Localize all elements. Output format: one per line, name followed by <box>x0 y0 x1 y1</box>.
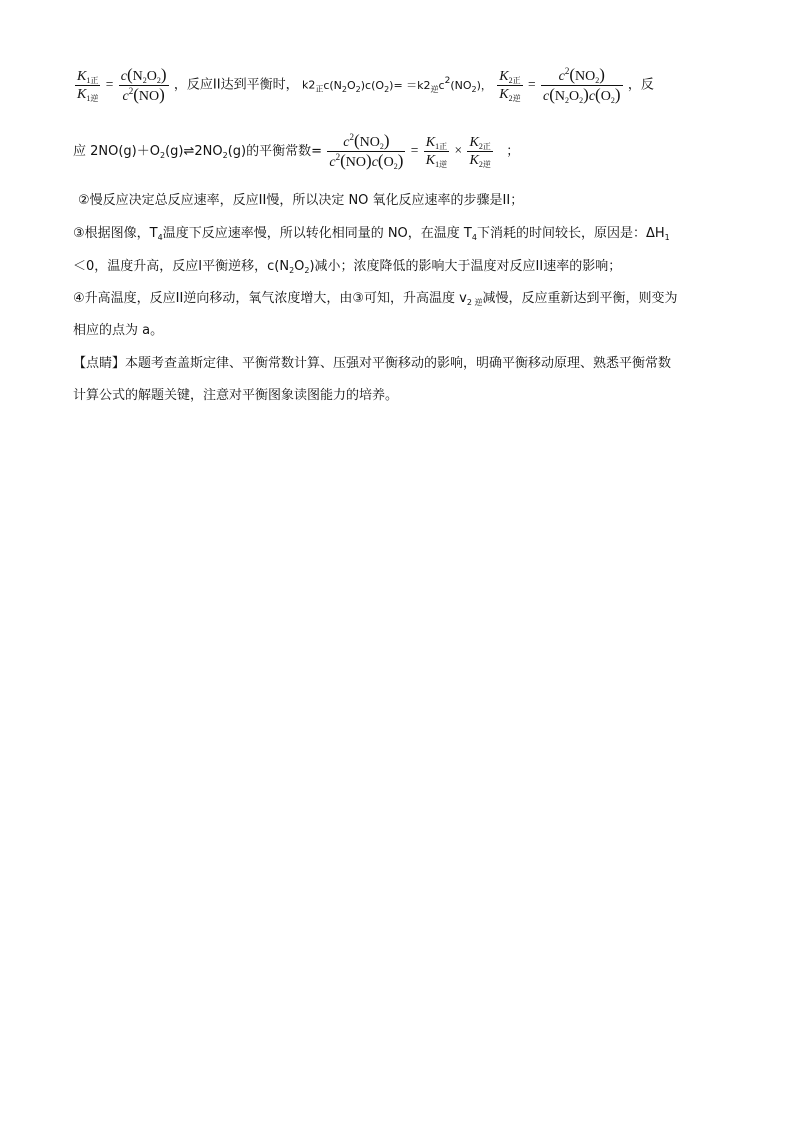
formula-line-1: $\frac{K_{1正}}{K_{1逆}}$ = $\frac{c(N_2O_2)}{c^2(NO)}$ ，反应II达到平衡时， $k2_正c(N_2O_2)c(O_2)= =k2_逆c^2(NO_2)$， $\frac{K_{2正}}{K_{2逆}}$ = $\frac{c^2(NO_2)}{c(N_2O_2)c(O_2)}$ ，反 <box>77 65 654 105</box>
k2-label: k2 <box>301 78 316 92</box>
line5-part-b: O <box>294 259 305 274</box>
paragraph-line-8: 【点睛】本题考查盖斯定律、平衡常数计算、压强对平衡移动的影响，明确平衡移动原理、熟悉平衡常数 <box>73 356 672 371</box>
text-line1-fan: ，反 <box>627 77 654 93</box>
fraction-k2-product: $\frac{K_{2正}}{K_{2逆}}$ <box>469 135 491 169</box>
paragraph-line-6: ④升高温度，反应II逆向移动，氧气浓度增大，由③可知，升高温度 $v_{2 逆}$减慢，反应重新达到平衡，则变为 <box>73 291 678 307</box>
fraction-conc-ratio-1: $\frac{c(N_2O_2)}{c^2(NO)}$ <box>120 65 167 104</box>
paragraph-line-7: 相应的点为 a。 <box>73 323 164 338</box>
line6-part-b: 减慢，反应重新达到平衡，则变为 <box>482 291 678 306</box>
line5-part-c: )减小；浓度降低的影响大于温度对反应II速率的影响； <box>309 259 622 274</box>
line4-part-c: 下消耗的时间较长，原因是：ΔH <box>476 226 665 241</box>
formula-line-2: 应 $2NO(g)+O_2(g)\rightleftharpoons 2NO_2(g)$的平衡常数= $\frac{c^2(NO_2)}{c^2(NO)c(O_2)}$ = $\frac{K_{1正}}{K_{1逆}}$ × $\frac{K_{2正}}{K_{2逆}}$ ； <box>73 131 520 171</box>
line5-part-a: ＜0，温度升高，反应I平衡逆移，c(N <box>73 259 290 274</box>
fraction-k1-product: $\frac{K_{1正}}{K_{1逆}}$ <box>425 135 448 169</box>
sub-zheng: 正 <box>315 84 324 94</box>
line4-part-a: ③根据图像，T <box>73 226 158 241</box>
paragraph-line-9: 计算公式的解题关键，注意对平衡图象读图能力的培养。 <box>73 388 399 403</box>
fraction-k1-ratio: $\frac{K_{1正}}{K_{1逆}}$ <box>77 69 99 103</box>
fraction-k2-ratio: $\frac{K_{2正}}{K_{2逆}}$ <box>499 69 521 103</box>
text-line1-a: ，反应II达到平衡时， <box>173 77 299 93</box>
line4-part-b: 温度下反应速率慢，所以转化相同量的 NO，在温度 T <box>162 226 472 241</box>
paragraph-line-5: ＜0，温度升高，反应I平衡逆移，$c(N_2O_2)$减小；浓度降低的影响大于温度对反应II速率的影响； <box>73 259 622 275</box>
line6-part-a: ④升高温度，反应II逆向移动，氧气浓度增大，由③可知，升高温度 v <box>73 291 467 306</box>
fraction-k-total: $\frac{c^2(NO_2)}{c^2(NO)c(O_2)}$ <box>329 131 404 171</box>
paragraph-line-3: ②慢反应决定总反应速率，反应II慢，所以决定 NO 氧化反应速率的步骤是II； <box>78 193 524 208</box>
fraction-conc-ratio-2: $\frac{c^2(NO_2)}{c(N_2O_2)c(O_2)}$ <box>543 65 621 105</box>
text-semicolon: ； <box>506 143 520 159</box>
paragraph-line-4: ③根据图像，$T_4$温度下反应速率慢，所以转化相同量的 NO，在温度 $T_4$下消耗的时间较长，原因是：$\Delta H_1$ <box>73 226 670 242</box>
